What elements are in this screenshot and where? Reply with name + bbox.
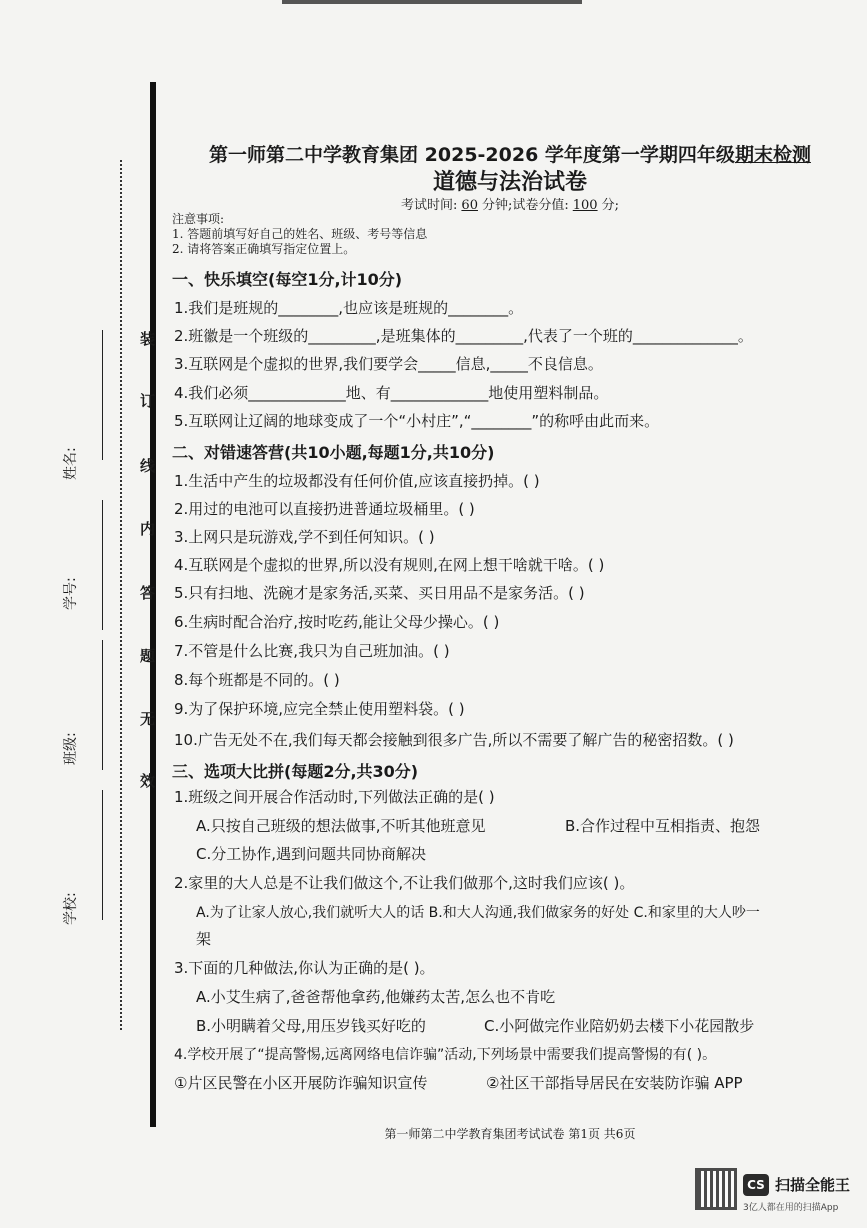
time-value: 60 [461,198,478,213]
choice-option: A.只按自己班级的想法做事,不听其他班意见 [196,817,486,835]
judge-question: 7.不管是什么比赛,我只为自己班加油。( ) [174,642,450,660]
choice-option: 架 [196,930,212,948]
exam-meta [160,194,860,213]
judge-question: 5.只有扫地、洗碗才是家务活,买菜、买日用品不是家务活。( ) [174,584,585,602]
school-line [102,790,103,920]
fill-question: 3.互联网是个虚拟的世界,我们要学会_____信息,_____不良信息。 [174,355,603,373]
top-edge-mark [282,0,582,4]
scanner-watermark [695,1168,865,1223]
camscanner-logo-icon: CS [743,1174,769,1196]
choice-question: 1.班级之间开展合作活动时,下列做法正确的是( ) [174,788,495,806]
binding-char: 无 [140,710,156,728]
scanner-app-name: 扫描全能王 [775,1176,851,1194]
judge-question: 9.为了保护环境,应完全禁止使用塑料袋。( ) [174,700,465,718]
class-line [102,640,103,770]
choice-option: C.分工协作,遇到问题共同协商解决 [196,845,427,863]
time-unit: 分钟; [481,198,513,213]
binding-char: 线 [140,457,156,475]
score-label: 试卷分值: [512,198,569,213]
choice-question: 3.下面的几种做法,你认为正确的是( )。 [174,959,435,977]
fill-question: 5.互联网让辽阔的地球变成了一个“小村庄”,“________”的称呼由此而来。 [174,412,660,430]
choice-option: A.小艾生病了,爸爸帮他拿药,他嫌药太苦,怎么也不肯吃 [196,988,556,1006]
binding-char: 效 [140,772,156,790]
choice-option: B.合作过程中互相指责、抱怨 [565,817,761,835]
choice-option: C.小阿做完作业陪奶奶去楼下小花园散步 [484,1017,755,1035]
fill-question: 1.我们是班规的________,也应该是班规的________。 [174,299,524,317]
page-footer: 第一师第二中学教育集团考试试卷 第1页 共6页 [384,1127,636,1141]
qr-code-icon [695,1168,737,1210]
class-label: 班级: [63,732,79,765]
judge-question: 2.用过的电池可以直接扔进普通垃圾桶里。( ) [174,500,475,518]
binding-line [150,82,156,1127]
note-item: 2. 请将答案正确填写指定位置上。 [172,242,356,256]
exam-title-underlined: 期末检测 [734,144,811,166]
choice-option: ②社区干部指导居民在安装防诈骗 APP [486,1074,743,1092]
student-id-label: 学号: [63,577,79,610]
notes-heading: 注意事项: [172,212,225,226]
choice-question: 2.家里的大人总是不让我们做这个,不让我们做那个,这时我们应该( )。 [174,874,635,892]
section-fill-heading: 一、快乐填空(每空1分,计10分) [172,270,403,289]
choice-question: 4.学校开展了“提高警惕,远离网络电信诈骗”活动,下列场景中需要我们提高警惕的有( )。 [174,1047,717,1063]
school-field[interactable] [60,790,120,1000]
school-label: 学校: [63,892,79,925]
exam-title-main: 第一师第二中学教育集团 2025-2026 学年度第一学期四年级 [209,144,735,166]
binding-char: 装 [140,330,156,348]
score-unit: 分; [601,198,619,213]
judge-question: 8.每个班都是不同的。( ) [174,671,340,689]
judge-question: 10.广告无处不在,我们每天都会接触到很多广告,所以不需要了解广告的秘密招数。( ) [174,731,734,749]
fill-question: 4.我们必须_____________地、有_____________地使用塑料制品。 [174,384,609,402]
judge-question: 1.生活中产生的垃圾都没有任何价值,应该直接扔掉。( ) [174,472,540,490]
section-choice-heading: 三、选项大比拼(每题2分,共30分) [172,762,419,781]
judge-question: 6.生病时配合治疗,按时吃药,能让父母少操心。( ) [174,613,500,631]
scanner-tagline: 3亿人都在用的扫描App [743,1203,839,1213]
judge-question: 4.互联网是个虚拟的世界,所以没有规则,在网上想干啥就干啥。( ) [174,556,605,574]
exam-subtitle: 道德与法治试卷 [432,170,587,195]
note-item: 1. 答题前填写好自己的姓名、班级、考号等信息 [172,227,428,241]
binding-char: 题 [140,647,156,665]
score-value: 100 [572,198,598,213]
name-label: 姓名: [63,447,79,480]
choice-option: ①片区民警在小区开展防诈骗知识宣传 [174,1074,428,1092]
cut-line [120,160,122,1030]
student-id-line [102,500,103,630]
choice-option: B.小明瞒着父母,用压岁钱买好吃的 [196,1017,426,1035]
choice-option: A.为了让家人放心,我们就听大人的话 B.和大人沟通,我们做家务的好处 C.和家里的大人吵一 [196,905,760,921]
binding-char: 内 [140,520,156,538]
name-line [102,330,103,460]
exam-title [160,140,860,167]
binding-char: 答 [140,584,156,602]
binding-char: 订 [140,392,156,410]
time-label: 考试时间: [401,198,458,213]
fill-question: 2.班徽是一个班级的_________,是班集体的_________,代表了一个班的______________。 [174,327,753,345]
notes [172,212,427,257]
section-judge-heading: 二、对错速答营(共10小题,每题1分,共10分) [172,443,495,462]
judge-question: 3.上网只是玩游戏,学不到任何知识。( ) [174,528,435,546]
